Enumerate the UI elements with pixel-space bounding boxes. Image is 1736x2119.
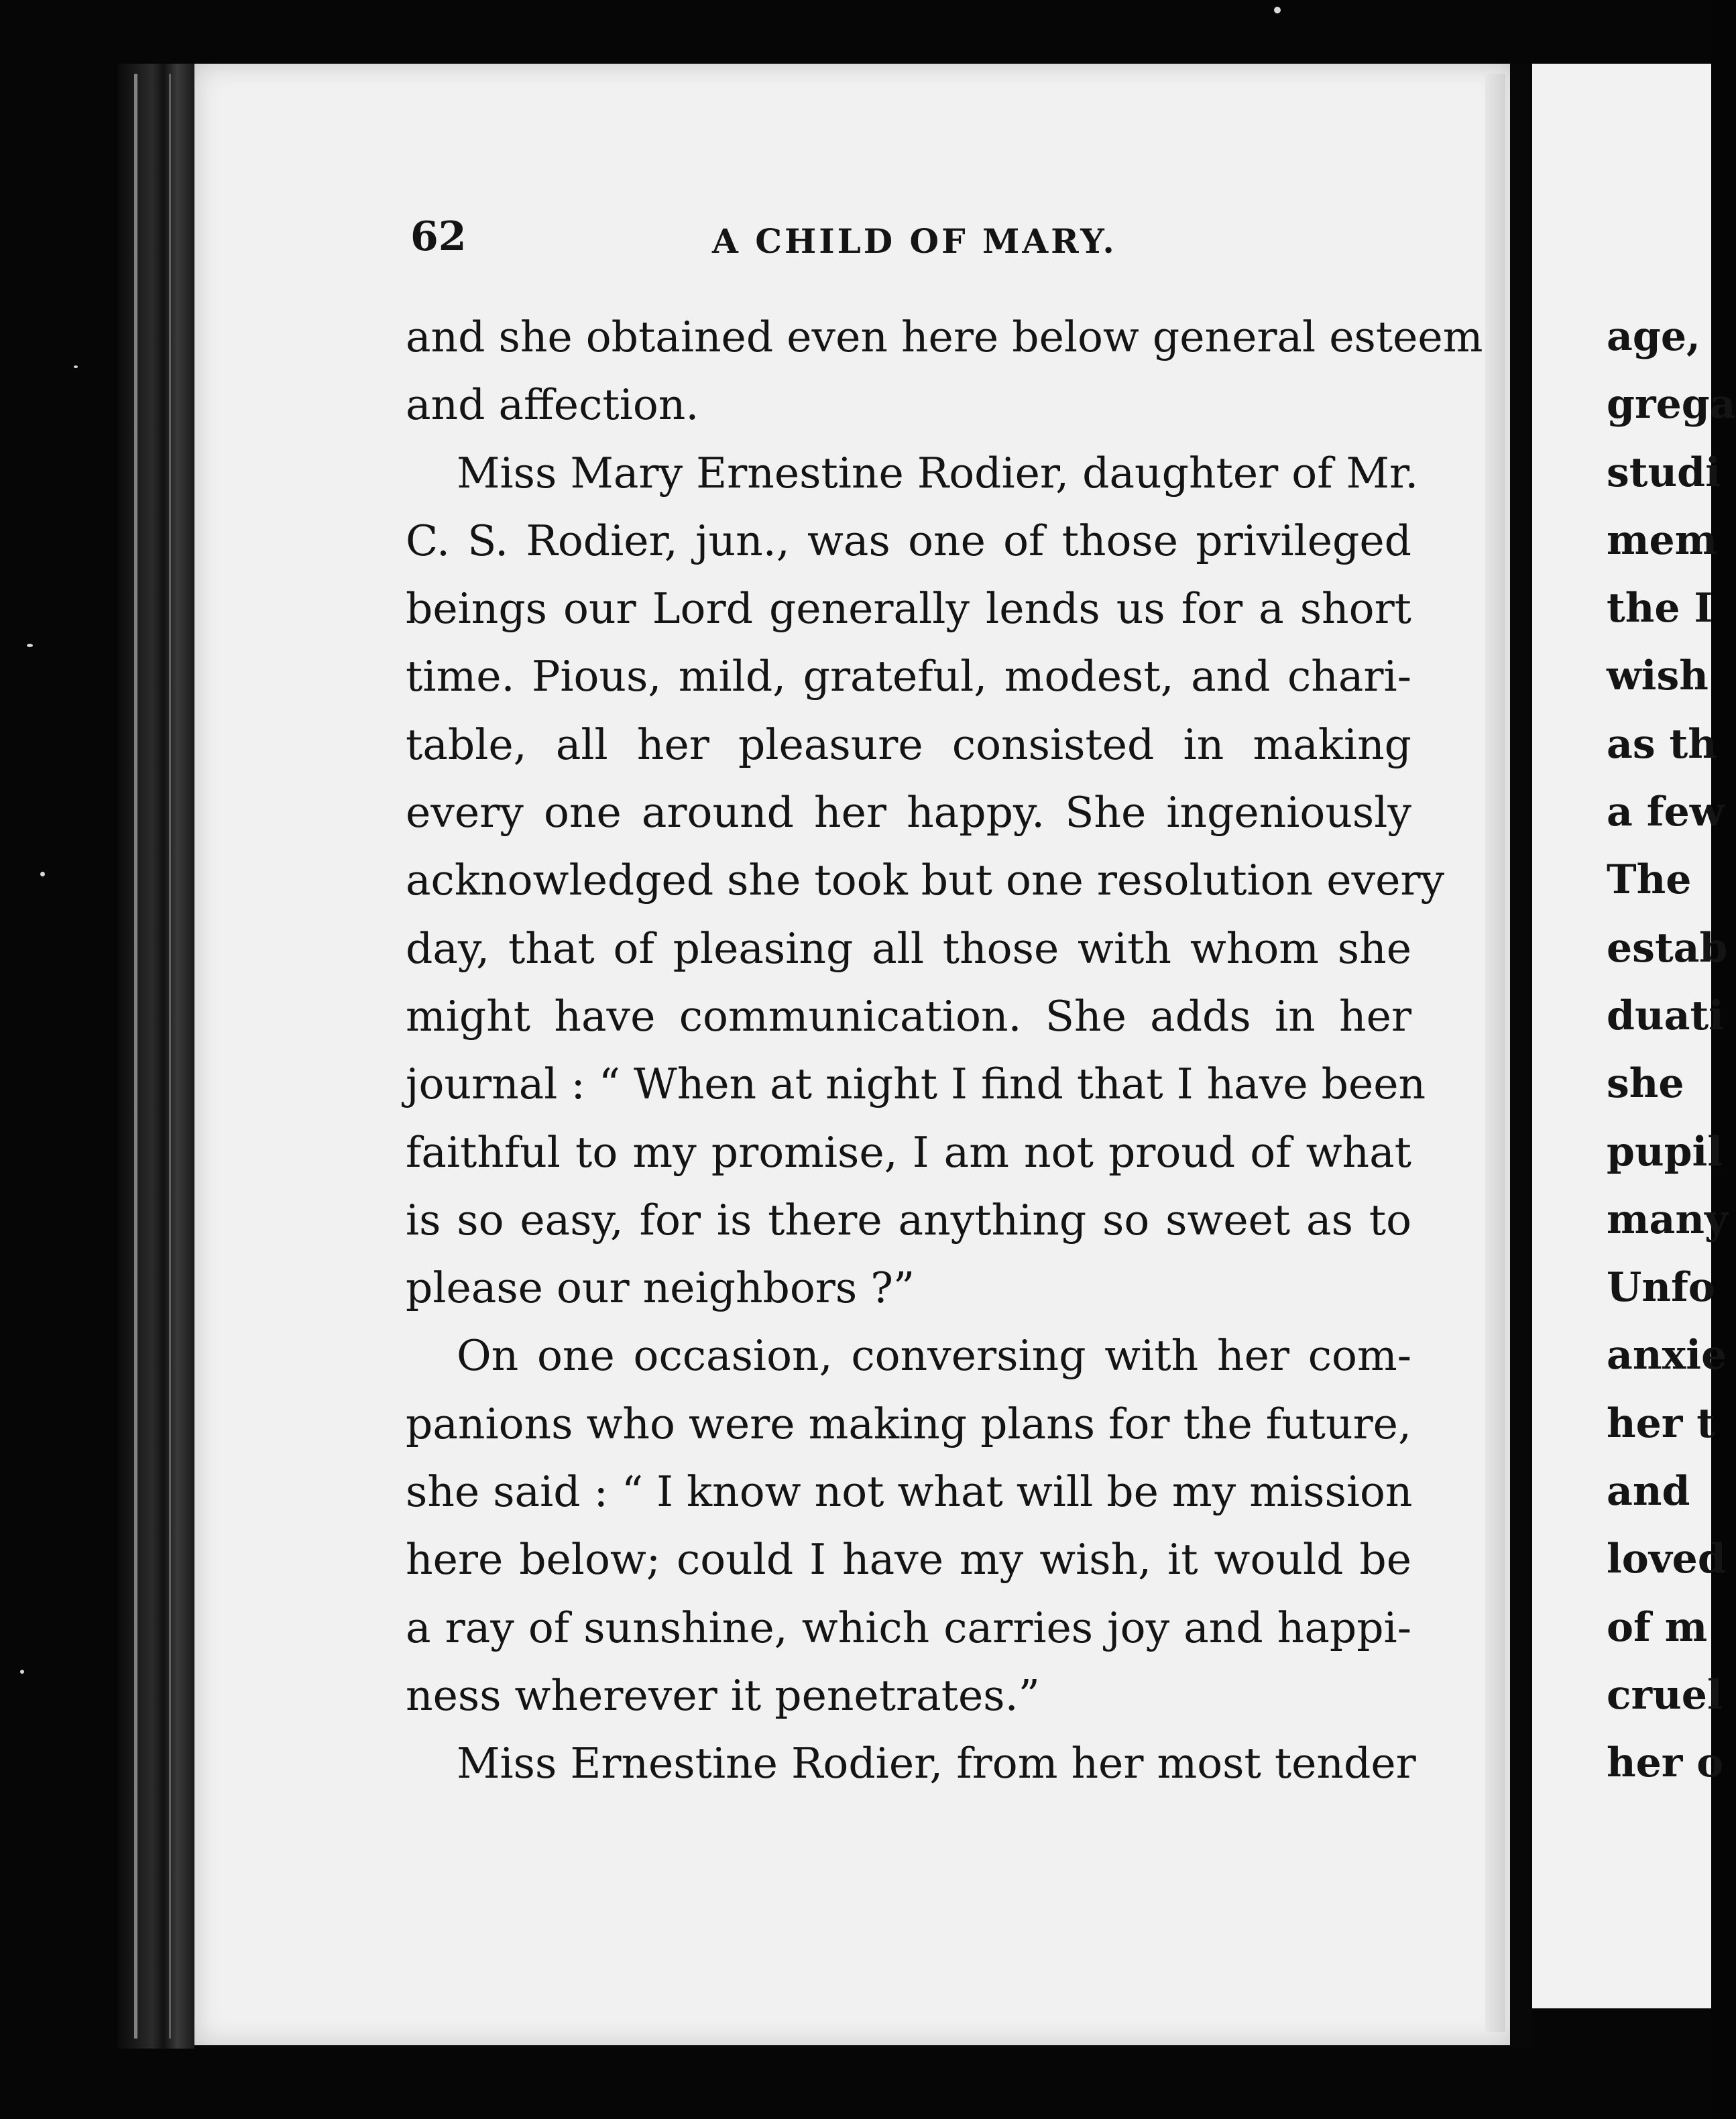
text-line: journal : “ When at night I find that I have been (406, 1060, 1426, 1109)
facing-text-fragment: grega (1607, 381, 1736, 428)
facing-text-fragment: mem (1607, 516, 1718, 564)
facing-text-fragment: studi (1607, 449, 1721, 496)
facing-text-fragment: the I (1607, 585, 1713, 632)
body-text (406, 303, 1483, 1798)
text-line: here below; could I have my wish, it would be (406, 1535, 1411, 1585)
facing-text-fragment: many (1607, 1196, 1728, 1243)
scan-speck (20, 1670, 24, 1674)
facing-text-fragment: a few (1607, 789, 1725, 836)
facing-text-fragment: of m (1607, 1603, 1708, 1651)
text-line: a ray of sunshine, which carries joy and happi- (406, 1603, 1411, 1652)
facing-text-fragment: Unfo (1607, 1264, 1715, 1312)
text-line: time. Pious, mild, grateful, modest, and chari- (406, 652, 1411, 701)
page-gap (1510, 64, 1532, 2049)
facing-text-fragment: she (1607, 1060, 1684, 1108)
scan-speck (74, 365, 78, 368)
facing-text-fragment: pupil (1607, 1128, 1723, 1176)
scan-speck (40, 872, 45, 876)
facing-page-text (1607, 303, 1736, 1798)
text-line: ness wherever it penetrates.” (406, 1670, 1040, 1720)
facing-text-fragment: age, (1607, 313, 1700, 360)
text-line: she said : “ I know not what will be my mission (406, 1467, 1413, 1517)
running-title: A CHILD OF MARY. (712, 221, 1117, 261)
text-line: panions who were making plans for the future, (406, 1399, 1411, 1448)
facing-text-fragment: wish (1607, 652, 1709, 700)
facing-text-fragment: duati (1607, 992, 1724, 1039)
spine-edge-line (169, 74, 171, 2039)
text-line: is so easy, for is there anything so sweet as to (406, 1195, 1411, 1245)
text-line: faithful to my promise, I am not proud of what (406, 1127, 1411, 1177)
facing-text-fragment: cruel (1607, 1671, 1723, 1719)
facing-text-fragment: estab (1607, 924, 1728, 972)
scan-speck (27, 644, 33, 647)
text-line: C. S. Rodier, jun., was one of those privileged (406, 516, 1411, 565)
facing-text-fragment: as th (1607, 720, 1717, 768)
page-number: 62 (410, 213, 467, 260)
facing-text-fragment: anxie (1607, 1332, 1727, 1379)
facing-text-fragment: The (1607, 856, 1692, 904)
text-line: On one occasion, conversing with her com- (457, 1331, 1411, 1381)
page-header (410, 213, 1403, 267)
text-line: and affection. (406, 380, 699, 430)
spine-edge-line (134, 74, 137, 2039)
text-line: acknowledged she took but one resolution every (406, 856, 1445, 905)
text-line: and she obtained even here below general esteem (406, 312, 1483, 361)
text-line: every one around her happy. She ingeniously (406, 788, 1411, 838)
text-line: day, that of pleasing all those with whom she (406, 923, 1411, 973)
facing-text-fragment: her o (1607, 1739, 1724, 1787)
page-gutter-shade (1485, 74, 1505, 2032)
text-line: Miss Ernestine Rodier, from her most tender (457, 1739, 1416, 1788)
facing-text-fragment: loved (1607, 1536, 1726, 1583)
text-line: might have communication. She adds in her (406, 991, 1411, 1041)
text-line: table, all her pleasure consisted in making (406, 720, 1411, 769)
text-line: beings our Lord generally lends us for a short (406, 584, 1411, 634)
facing-text-fragment: her t (1607, 1399, 1716, 1447)
text-line: Miss Mary Ernestine Rodier, daughter of Mr. (457, 448, 1419, 498)
facing-text-fragment: and (1607, 1468, 1690, 1515)
book-spine (117, 64, 194, 2049)
text-line: please our neighbors ?” (406, 1263, 915, 1313)
scan-speck (1274, 7, 1281, 13)
